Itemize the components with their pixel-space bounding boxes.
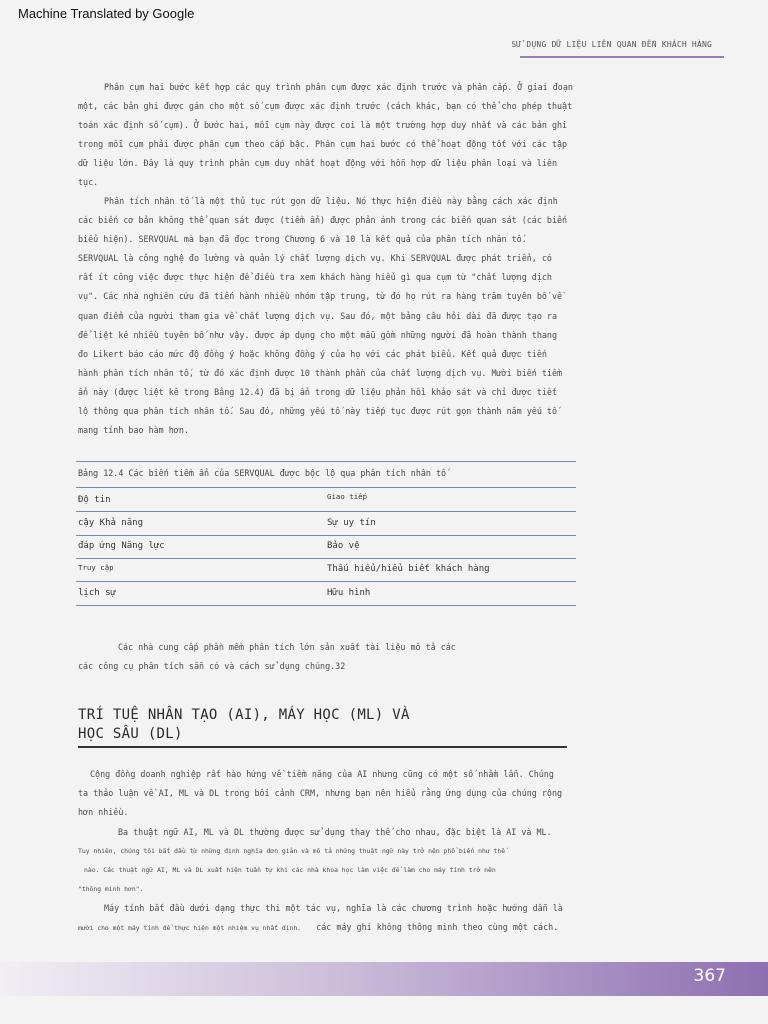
text-line: Phân cụm hai bước kết hợp các quy trình phân cụm được xác định trước và phân cấp. Ở giai đoạn [104,82,573,92]
text-line: vụ". Các nhà nghiên cứu đã tiến hành nhiều nhóm tập trung, từ đó họ rút ra hàng trăm tuyên bố về [78,291,563,302]
table-row-rule [76,581,576,582]
text-fragment: mười cho một máy tính để thực hiện một nhiệm vụ nhất định. [78,924,302,933]
section-heading-line: HỌC SÂU (DL) [78,726,183,742]
paragraph-vendors [78,638,518,676]
text-line: một, các bản ghi được gán cho một số cụm được xác định trước (cách khác, bạn có thể cho phép thuật [78,101,573,112]
text-line: đo Likert báo cáo mức độ đồng ý hoặc không đồng ý của họ với các phát biểu. Kết quả được tiến [78,348,547,359]
section-heading [78,706,410,744]
text-line: quan điểm của người tham gia về chất lượng dịch vụ. Sau đó, một bảng câu hỏi dài đã được tạo ra [78,310,558,321]
text-line: dữ liệu lớn. Đây là quy trình phân cụm duy nhất hoạt động với hỗn hợp dữ liệu phân loại và liên [78,158,558,169]
table-cell: Truy cập [78,563,114,572]
table-cell: lịch sự [78,588,116,598]
table-row-rule [76,535,576,536]
running-head: SỬ DỤNG DỮ LIỆU LIÊN QUAN ĐẾN KHÁCH HÀNG [511,40,712,49]
table-row-rule [76,511,576,512]
text-line: các biến cơ bản không thể quan sát được (tiềm ẩn) được phản ánh trong các biến quan sát (các biến [78,215,568,226]
table-cell: đáp ứng Năng lực [78,541,165,551]
table-row-rule [76,558,576,559]
text-line: Phân tích nhân tố là một thủ tục rút gọn dữ liệu. Nó thực hiện điều này bằng cách xác định [104,196,558,206]
table-bottom-rule [76,605,576,606]
text-line: Ba thuật ngữ AI, ML và DL thường được sử dụng thay thế cho nhau, đặc biệt là AI và ML. [118,827,552,837]
text-line: nào. Các thuật ngữ AI, ML và DL xuất hiện tuần tự khi các nhà khoa học làm việc để làm cho máy tính trở nên [84,866,496,875]
table-cell: Hữu hình [327,588,371,598]
text-line: Tuy nhiên, chúng tôi bắt đầu từ những định nghĩa đơn giản và mô tả những thuật ngữ này trở nên phổ biến như thế [78,847,506,856]
text-line: rất ít công việc được thực hiện để điều tra xem khách hàng hiểu gì qua cụm từ "chất lượng dịch [78,272,552,283]
text-line: hành phân tích nhân tố, từ đó xác định được 10 thành phần của chất lượng dịch vụ. Mười biến tiềm [78,367,563,378]
table-cell: Độ tin [78,495,111,505]
table-cell: Bảo vệ [327,541,360,551]
text-line: ta thảo luận về AI, ML và DL trong bối cảnh CRM, nhưng bạn nên hiểu rằng ứng dụng của chúng rộng [78,788,563,799]
machine-translated-banner: Machine Translated by Google [18,6,195,21]
text-line: ẩn này (được liệt kê trong Bảng 12.4) đã bị ẩn trong dữ liệu phản hồi khảo sát và chỉ được tiết [78,386,558,397]
text-fragment: các máy ghi không thông minh theo cùng một cách. [316,922,559,933]
table-cell: cậy Khả năng [78,518,144,528]
table-header-rule [76,487,576,488]
paragraph-factor-analysis [78,192,578,440]
text-line: để liệt kê nhiều tuyên bố như vậy. được áp dụng cho một mẫu gồm những người đã hoàn thành thang [78,329,558,340]
text-line: mang tính bao hàm hơn. [78,425,189,436]
footer-band [0,962,768,996]
text-line: Máy tính bắt đầu dưới dạng thực thi một tác vụ, nghĩa là các chương trình hoặc hướng dẫn là [104,903,563,914]
text-line: tục. [78,177,99,188]
paragraph-ai-terms [78,823,578,939]
running-head-rule [520,56,724,58]
text-line: lộ thông qua phân tích nhân tố. Sau đó, những yếu tố này tiếp tục được rút gọn thành năm yếu tố [78,406,558,417]
text-line: toán xác định số cụm). Ở bước hai, mỗi cụm này được coi là một trường hợp duy nhất và các bản ghi [78,120,568,131]
text-line [78,918,578,938]
text-line: hơn nhiều. [78,807,129,818]
text-line: trong mỗi cụm phải được phân cụm theo cấp bậc. Phân cụm hai bước có thể hoạt động tốt với các tập [78,139,568,150]
table-cell: Sự uy tín [327,518,376,528]
section-heading-line: TRÍ TUỆ NHÂN TẠO (AI), MÁY HỌC (ML) VÀ [78,707,410,723]
table-top-rule [76,461,576,462]
text-line: SERVQUAL là công nghệ đo lường và quản lý chất lượng dịch vụ. Khi SERVQUAL được phát triển, có [78,253,552,264]
text-line: các công cụ phân tích sẵn có và cách sử dụng chúng.32 [78,661,346,672]
paragraph-two-step-clustering [78,78,578,193]
text-line: Cộng đồng doanh nghiệp rất hào hứng về tiềm năng của AI nhưng cũng có một số nhầm lẫn. Chúng [90,769,554,779]
section-heading-rule [78,746,567,748]
paragraph-ai-intro [78,765,578,822]
text-line: "thông minh hơn". [78,885,144,894]
table-cell: Giao tiếp [327,492,368,501]
text-line: Các nhà cung cấp phần mềm phân tích lớn sản xuất tài liệu mô tả các [118,642,456,652]
text-line: biểu hiện). SERVQUAL mà bạn đã đọc trong Chương 6 và 10 là kết quả của phân tích nhân tố. [78,234,527,245]
table-cell: Thấu hiểu/hiểu biết khách hàng [327,564,490,574]
table-caption: Bảng 12.4 Các biến tiềm ẩn của SERVQUAL được bộc lộ qua phân tích nhân tố [78,468,447,478]
page-number: 367 [693,966,726,986]
